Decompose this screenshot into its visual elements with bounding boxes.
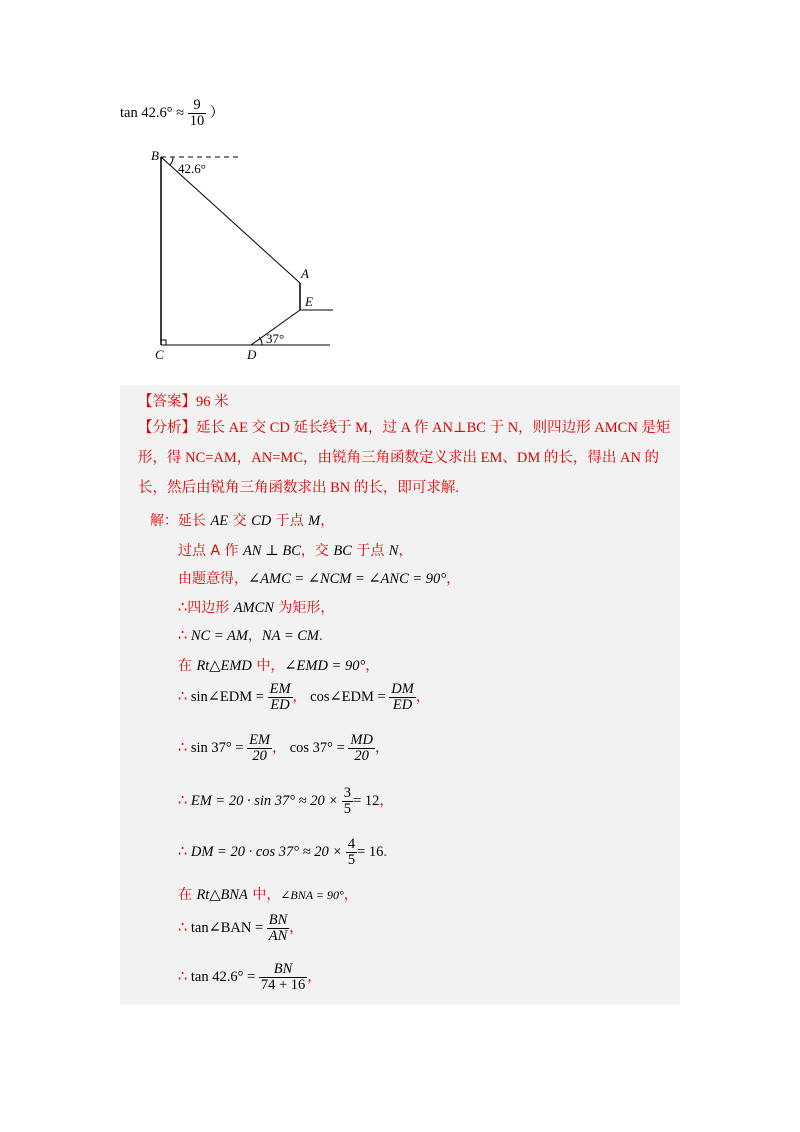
close-paren: ） <box>209 105 224 122</box>
label-b: B <box>151 148 159 163</box>
text: 于点 <box>271 513 309 529</box>
text: 解：延长 <box>150 513 211 529</box>
fraction <box>348 733 375 764</box>
math: = 12 <box>353 793 380 810</box>
numerator: DM <box>391 681 414 697</box>
denominator: AN <box>268 928 288 945</box>
text: . <box>318 628 323 644</box>
numerator: 4 <box>347 836 356 852</box>
angle-arc-d <box>259 337 262 345</box>
text: 过点 A 作 <box>178 543 243 559</box>
solution-line-11 <box>178 884 358 904</box>
fraction <box>268 682 293 713</box>
therefore-symbol: ∴ <box>178 600 188 616</box>
label-angle-bottom: 37° <box>266 331 285 346</box>
denominator: 74 + 16 <box>260 977 306 994</box>
angle-arc-b <box>170 157 173 165</box>
text: ， <box>292 689 307 706</box>
numerator: BN <box>268 912 288 928</box>
math: AE <box>210 513 229 529</box>
math: CD <box>251 513 272 529</box>
therefore-symbol: ∴ <box>178 740 188 757</box>
solution-line-10 <box>178 837 387 868</box>
math: Rt△BNA <box>196 887 248 903</box>
math: NC = AM <box>187 628 248 644</box>
fraction <box>247 733 272 764</box>
text: ， <box>343 887 358 903</box>
text: ， <box>307 969 322 986</box>
label-c: C <box>155 347 164 362</box>
text: ， <box>365 658 380 674</box>
solution-line-4 <box>178 597 334 617</box>
denominator: 5 <box>343 801 352 818</box>
therefore-symbol: ∴ <box>178 844 188 861</box>
solution-line-9 <box>178 786 393 817</box>
label-angle-top: 42.6° <box>178 161 206 176</box>
analysis-paragraph <box>138 413 678 503</box>
fraction <box>342 786 353 817</box>
therefore-symbol: ∴ <box>178 793 188 810</box>
numerator: EM <box>249 732 271 748</box>
math: DM = 20 · cos 37° ≈ 20 × <box>187 844 343 861</box>
text: 交 <box>228 513 252 529</box>
text: ， <box>398 543 413 559</box>
therefore-symbol: ∴ <box>178 628 188 644</box>
solution-line-7 <box>178 682 430 713</box>
text: 于点 <box>351 543 389 559</box>
text: ， <box>247 628 262 644</box>
math: N <box>388 543 399 559</box>
numerator: 3 <box>343 785 352 801</box>
denominator: 5 <box>347 852 356 869</box>
text: 四边形 <box>187 600 234 616</box>
fraction <box>188 98 207 129</box>
label-e: E <box>305 294 313 309</box>
label-d: D <box>247 347 257 362</box>
analysis-tag: 【分析】 <box>138 420 196 436</box>
fraction <box>346 837 357 868</box>
math: EM = 20 · sin 37° ≈ 20 × <box>187 793 339 810</box>
denominator: ED <box>268 697 293 713</box>
math: NA = CM <box>261 628 319 644</box>
answer-tag: 【答案】 <box>138 394 196 410</box>
text: ， <box>446 571 461 587</box>
math: AMCN <box>233 600 274 616</box>
fraction <box>259 962 307 993</box>
denominator: 20 <box>348 748 375 764</box>
solution-line-8 <box>178 733 389 764</box>
fraction <box>389 682 416 713</box>
label-a: A <box>301 266 309 281</box>
frac-denominator: 10 <box>189 113 205 130</box>
solution-line-3 <box>178 568 460 588</box>
solution-line-1 <box>150 510 334 530</box>
math: Rt△EMD <box>196 658 252 674</box>
text: 在 <box>178 887 197 903</box>
text: ， <box>415 689 430 706</box>
math: = 16 <box>357 844 384 861</box>
text: 中， <box>247 887 281 903</box>
solution-line-13 <box>178 962 321 993</box>
denominator: 20 <box>247 748 272 764</box>
answer-line <box>138 390 229 411</box>
text: ， <box>272 740 287 757</box>
math: sin∠EDM = <box>187 689 264 706</box>
frac-numerator: 9 <box>193 97 201 113</box>
math: ∠AMC = ∠NCM = ∠ANC = 90° <box>248 571 447 587</box>
text: 在 <box>178 658 197 674</box>
solution-line-5 <box>178 625 323 645</box>
text: 由题意得， <box>178 571 248 587</box>
math: M <box>308 513 321 529</box>
answer-value: 96 米 <box>196 394 229 410</box>
analysis-text: 延长 AE 交 CD 延长线于 M，过 A 作 AN⊥BC 于 N，则四边形 AMCN 是矩形，得 NC=AM，AN=MC，由锐角三角函数定义求出 EM、DM 的长，得出 AN 的长，然后由锐角三角函数求出 BN 的长，即可求解. <box>138 420 671 496</box>
text: ， <box>379 793 394 810</box>
math: BC <box>333 543 352 559</box>
solution-line-6 <box>178 655 379 675</box>
math: AN ⊥ BC <box>242 543 301 559</box>
text: . <box>383 844 388 861</box>
math: ∠BNA = 90° <box>280 888 344 902</box>
numerator: BN <box>273 961 293 977</box>
math: sin 37° = <box>187 740 244 757</box>
therefore-symbol: ∴ <box>178 920 188 937</box>
math: cos∠EDM = <box>310 689 386 706</box>
geometry-figure <box>140 140 360 370</box>
denominator: ED <box>389 697 416 713</box>
text: 中， <box>251 658 285 674</box>
therefore-symbol: ∴ <box>178 969 188 986</box>
header-formula <box>120 98 224 129</box>
text: ， <box>374 740 389 757</box>
math: cos 37° = <box>289 740 345 757</box>
text: ， <box>289 920 304 937</box>
text: ，交 <box>300 543 334 559</box>
text: 为矩形， <box>273 600 335 616</box>
numerator: EM <box>269 681 291 697</box>
solution-line-2 <box>178 540 412 560</box>
tan-expr: tan 42.6° ≈ <box>120 105 185 122</box>
numerator: MD <box>350 732 373 748</box>
fraction <box>267 913 290 944</box>
text: ， <box>320 513 335 529</box>
math: ∠EMD = 90° <box>284 658 366 674</box>
therefore-symbol: ∴ <box>178 689 188 706</box>
solution-line-12 <box>178 913 303 944</box>
math: tan∠BAN = <box>187 920 264 937</box>
math: tan 42.6° = <box>187 969 256 986</box>
